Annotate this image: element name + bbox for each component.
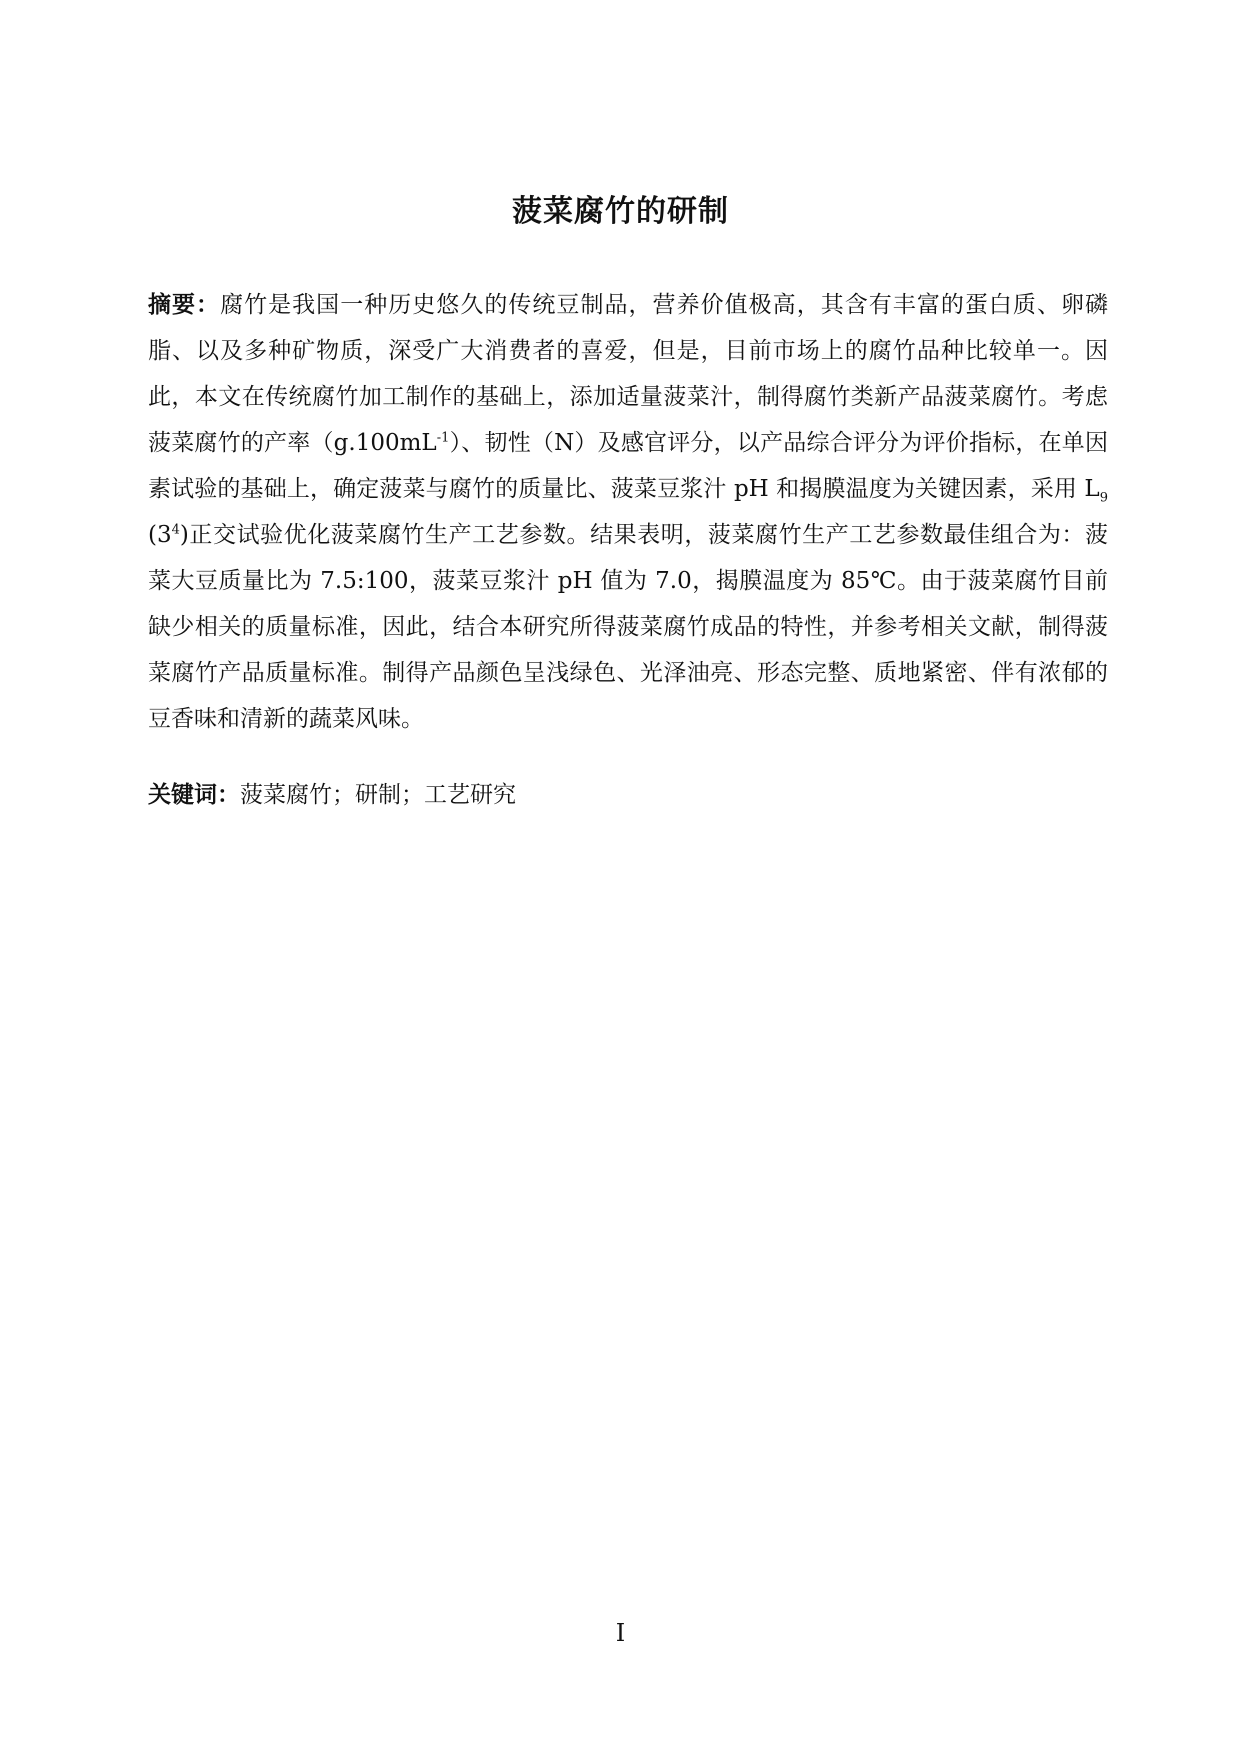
- abstract-text-part3: (3: [148, 522, 172, 548]
- keywords-line: [148, 775, 1108, 815]
- abstract-text-part4: )正交试验优化菠菜腐竹生产工艺参数。结果表明，菠菜腐竹生产工艺参数最佳组合为：菠菜大豆质量比为 7.5:100，菠菜豆浆汁 pH 值为 7.0，揭膜温度为 85℃。由于菠菜腐竹目前缺少相关的质量标准，因此，结合本研究所得菠菜腐竹成品的特性，并参考相关文献，制得菠菜腐竹产品质量标准。制得产品颜色呈浅绿色、光泽油亮、形态完整、质地紧密、伴有浓郁的豆香味和清新的蔬菜风味。: [148, 522, 1108, 732]
- keywords-label: 关键词：: [148, 782, 240, 808]
- abstract-text-part1: 腐竹是我国一种历史悠久的传统豆制品，营养价值极高，其含有丰富的蛋白质、卵磷脂、以及多种矿物质，深受广大消费者的喜爱，但是，目前市场上的腐竹品种比较单一。因此，本文在传统腐竹加工制作的基础上，添加适量菠菜汁，制得腐竹类新产品菠菜腐竹。考虑菠菜腐竹的产率（g.100mL: [148, 292, 1109, 456]
- page-number: I: [615, 1619, 626, 1647]
- abstract-superscript-orthogonal: 4: [171, 522, 180, 538]
- abstract-paragraph: [148, 282, 1108, 742]
- abstract-text-part2: ）、韧性（N）及感官评分，以产品综合评分为评价指标，在单因素试验的基础上，确定菠菜与腐竹的质量比、菠菜豆浆汁 pH 和揭膜温度为关键因素，采用 L: [148, 430, 1108, 502]
- keywords-text: 菠菜腐竹；研制；工艺研究: [240, 782, 516, 808]
- abstract-label: 摘要：: [148, 292, 221, 318]
- document-title: 菠菜腐竹的研制: [512, 194, 729, 229]
- abstract-subscript-orthogonal: 9: [1099, 490, 1108, 506]
- abstract-superscript-unit: -1: [436, 430, 450, 446]
